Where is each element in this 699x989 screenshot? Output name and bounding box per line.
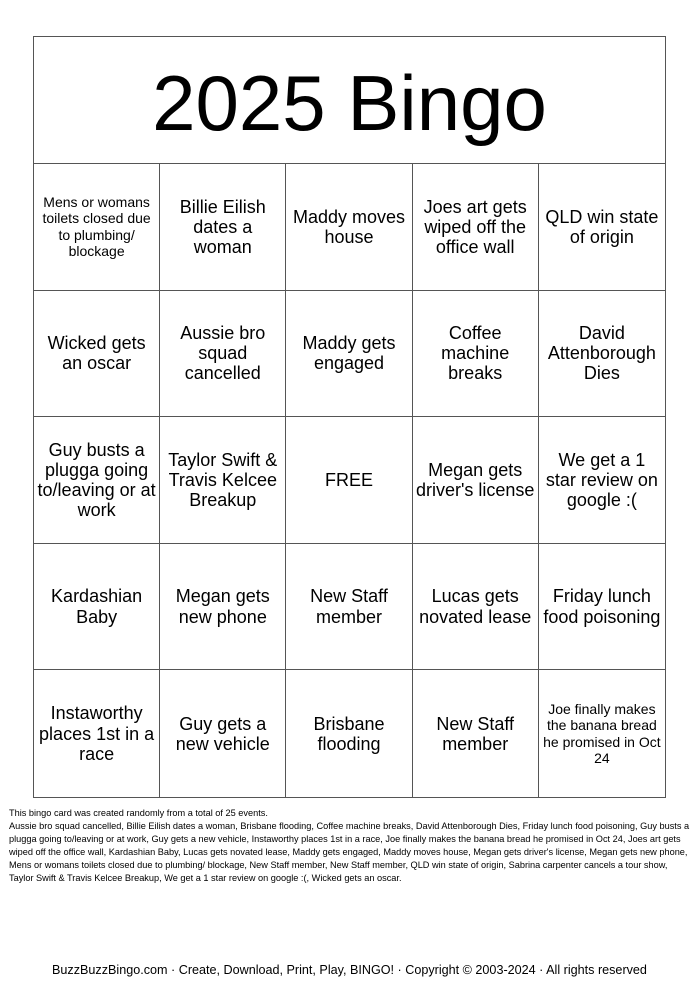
bingo-cell: Joes art gets wiped off the office wall [413, 164, 539, 291]
bingo-cell: Taylor Swift & Travis Kelcee Breakup [160, 417, 286, 544]
bingo-cell: Maddy moves house [286, 164, 412, 291]
bingo-cell: FREE [286, 417, 412, 544]
bingo-cell: Megan gets new phone [160, 544, 286, 671]
bingo-cell: Joe finally makes the banana bread he promised in Oct 24 [543, 700, 661, 767]
footer-intro: This bingo card was created randomly from a total of 25 events. [9, 808, 268, 818]
bingo-cell: Kardashian Baby [34, 544, 160, 671]
bingo-cell: New Staff member [413, 670, 539, 797]
bingo-cell: Aussie bro squad cancelled [160, 291, 286, 418]
bingo-card [33, 36, 666, 798]
bingo-cell: Billie Eilish dates a woman [160, 164, 286, 291]
bingo-cell: David Attenborough Dies [539, 291, 665, 418]
bingo-cell: QLD win state of origin [539, 164, 665, 291]
bingo-cell: Megan gets driver's license [413, 417, 539, 544]
bingo-cell: Coffee machine breaks [413, 291, 539, 418]
bingo-cell: We get a 1 star review on google :( [539, 417, 665, 544]
bingo-cell: Brisbane flooding [286, 670, 412, 797]
bingo-cell: Lucas gets novated lease [413, 544, 539, 671]
card-title: 2025 Bingo [34, 37, 665, 164]
bingo-cell: Guy busts a plugga going to/leaving or at work [34, 417, 160, 544]
bingo-cell: Mens or womans toilets closed due to plumbing/ blockage [34, 164, 160, 291]
bingo-cell: Instaworthy places 1st in a race [34, 670, 160, 797]
bingo-grid [34, 164, 665, 797]
footer-event-list: Aussie bro squad cancelled, Billie Eilish dates a woman, Brisbane flooding, Coffee machine breaks, David Attenborough Dies, Friday lunch food poisoning, Guy busts a plugga going to/leaving or at work, Guy gets a new vehicle, Instaworthy places 1st in a race, Joe finally makes the banana bread he promised in Oct 24, Joes art gets wiped off the office wall, Kardashian Baby, Lucas gets novated lease, Maddy gets engaged, Maddy moves house, Megan gets driver's license, Megan gets new phone, Mens or womans toilets closed due to plumbing/ blockage, New Staff member, New Staff member, QLD win state of origin, Sabrina carpenter cancels a tour show, Taylor Swift & Travis Kelcee Breakup, We get a 1 star review on google :(, Wicked gets an oscar. [9, 820, 690, 883]
bingo-cell: Friday lunch food poisoning [539, 544, 665, 671]
footer-description [9, 807, 693, 884]
bingo-cell: New Staff member [286, 544, 412, 671]
copyright-line: BuzzBuzzBingo.com · Create, Download, Print, Play, BINGO! · Copyright © 2003-2024 · All rights reserved [52, 963, 647, 977]
bingo-cell: Guy gets a new vehicle [160, 670, 286, 797]
bingo-cell: Wicked gets an oscar [34, 291, 160, 418]
bingo-cell: Maddy gets engaged [286, 291, 412, 418]
